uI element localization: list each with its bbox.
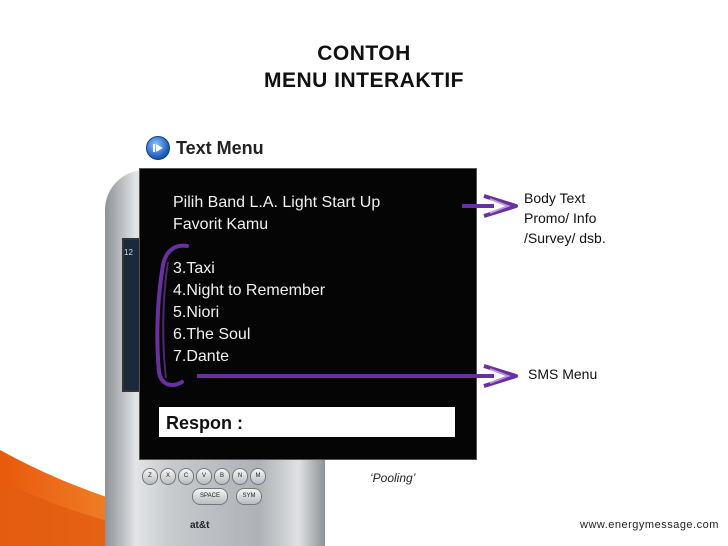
body-text-annotation-line-1: Body Text <box>524 190 586 206</box>
pooling-annotation: ‘Pooling’ <box>370 471 416 485</box>
body-text-annotation <box>524 188 606 248</box>
body-text-annotation-line-3: /Survey/ dsb. <box>524 230 606 246</box>
phone-key-n: N <box>232 468 248 485</box>
phone-brand-logo: at&t <box>190 520 210 531</box>
screen-prompt-line-2: Favorit Kamu <box>173 216 269 233</box>
phone-key-space: SPACE <box>192 488 228 505</box>
phone-key-sym: SYM <box>236 488 262 505</box>
screen-text <box>173 192 380 368</box>
menu-option-the-soul[interactable]: 6.The Soul <box>173 326 251 343</box>
slide-title-line-1: CONTOH <box>317 42 411 65</box>
phone-key-v: V <box>196 468 212 485</box>
body-text-annotation-line-2: Promo/ Info <box>524 210 597 226</box>
menu-option-taxi[interactable]: 3.Taxi <box>173 260 215 277</box>
menu-option-night-to-remember[interactable]: 4.Night to Remember <box>173 282 326 299</box>
phone-key-z: Z <box>142 468 158 485</box>
phone-key-m: M <box>250 468 266 485</box>
footer-url: www.energymessage.com <box>580 519 719 531</box>
response-label: Respon : <box>166 413 244 433</box>
body-text-arrow-head <box>484 196 516 216</box>
slide-title-line-2: MENU INTERAKTIF <box>264 69 464 92</box>
slide-title <box>0 40 728 94</box>
menu-option-dante[interactable]: 7.Dante <box>173 348 230 365</box>
sms-menu-arrow-head <box>484 366 516 386</box>
phone-key-b: B <box>214 468 230 485</box>
phone-key-x: X <box>160 468 176 485</box>
screen-prompt-line-1: Pilih Band L.A. Light Start Up <box>173 194 381 211</box>
play-circle-icon <box>146 136 170 160</box>
phone-key-c: C <box>178 468 194 485</box>
text-menu-label: Text Menu <box>176 138 264 158</box>
menu-option-niori[interactable]: 5.Niori <box>173 304 220 321</box>
screen-blank-line <box>173 236 380 258</box>
phone-screen-time: 12 <box>124 248 133 257</box>
sms-menu-annotation: SMS Menu <box>528 366 598 382</box>
